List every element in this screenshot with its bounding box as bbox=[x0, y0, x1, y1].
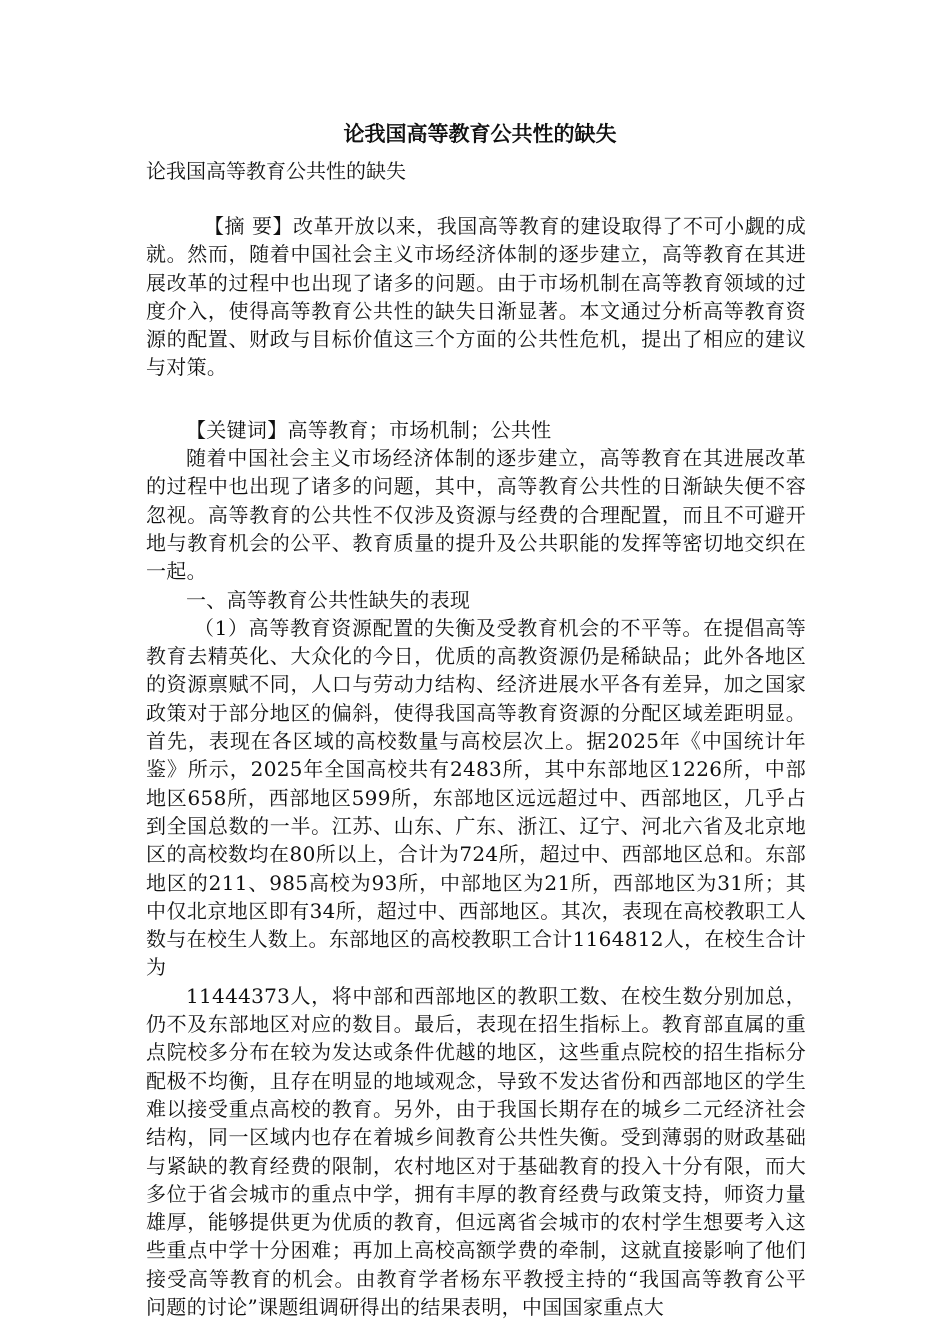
intro-paragraph: 随着中国社会主义市场经济体制的逐步建立，高等教育在其进展改革的过程中也出现了诸多的问题，其中，高等教育公共性的日渐缺失便不容忽视。高等教育的公共性不仅涉及资源与经费的合理配置，而且不可避开地与教育机会的公平、教育质量的提升及公共职能的发挥等密切地交织在一起。 bbox=[146, 446, 806, 584]
document-subtitle: 论我国高等教育公共性的缺失 bbox=[146, 159, 406, 183]
body-paragraph: （1）高等教育资源配置的失衡及受教育机会的不平等。在提倡高等教育去精英化、大众化的今日，优质的高教资源仍是稀缺品；此外各地区的资源禀赋不同，人口与劳动力结构、经济进展水平各有差异，加之国家政策对于部分地区的偏斜，使得我国高等教育资源的分配区域差距明显。首先，表现在各区域的高校数量与高校层次上。据2025年《中国统计年鉴》所示，2025年全国高校共有2483所，其中东部地区1226所，中部地区658所，西部地区599所，东部地区远远超过中、西部地区，几乎占到全国总数的一半。江苏、山东、广东、浙江、辽宁、河北六省及北京地区的高校数均在80所以上，合计为724所，超过中、西部地区总和。东部地区的211、985高校为93所，中部地区为21所，西部地区为31所；其中仅北京地区即有34所，超过中、西部地区。其次，表现在高校教职工人数与在校生人数上。东部地区的高校教职工合计1164812人，在校生合计为 bbox=[146, 615, 806, 980]
spacer bbox=[146, 382, 806, 416]
spacer bbox=[146, 186, 806, 212]
abstract-paragraph: 【摘 要】改革开放以来，我国高等教育的建设取得了不可小觑的成就。然而，随着中国社会主义市场经济体制的逐步建立，高等教育在其进展改革的过程中也出现了诸多的问题。由于市场机制在高等教育领域的过度介入，使得高等教育公共性的缺失日渐显著。本文通过分析高等教育资源的配置、财政与目标价值这三个方面的公共性危机，提出了相应的建议与对策。 bbox=[146, 214, 806, 380]
keywords-paragraph: 【关键词】高等教育；市场机制；公共性 bbox=[186, 417, 552, 442]
document-page bbox=[146, 118, 806, 1321]
section-heading: 一、高等教育公共性缺失的表现 bbox=[186, 587, 471, 612]
document-title: 论我国高等教育公共性的缺失 bbox=[343, 122, 617, 146]
body-paragraph: 11444373人，将中部和西部地区的教职工数、在校生数分别加总，仍不及东部地区对应的数目。最后，表现在招生指标上。教育部直属的重点院校多分布在较为发达或条件优越的地区，这些重点院校的招生指标分配极不均衡，且存在明显的地域观念，导致不发达省份和西部地区的学生难以接受重点高校的教育。另外，由于我国长期存在的城乡二元经济社会结构，同一区域内也存在着城乡间教育公共性失衡。受到薄弱的财政基础与紧缺的教育经费的限制，农村地区对于基础教育的投入十分有限，而大多位于省会城市的重点中学，拥有丰厚的教育经费与政策支持，师资力量雄厚，能够提供更为优质的教育，但远离省会城市的农村学生想要考入这些重点中学十分困难；再加上高校高额学费的牵制，这就直接影响了他们接受高等教育的机会。由教育学者杨东平教授主持的“我国高等教育公平问题的讨论”课题组调研得出的结果表明，中国国家重点大 bbox=[146, 983, 806, 1319]
